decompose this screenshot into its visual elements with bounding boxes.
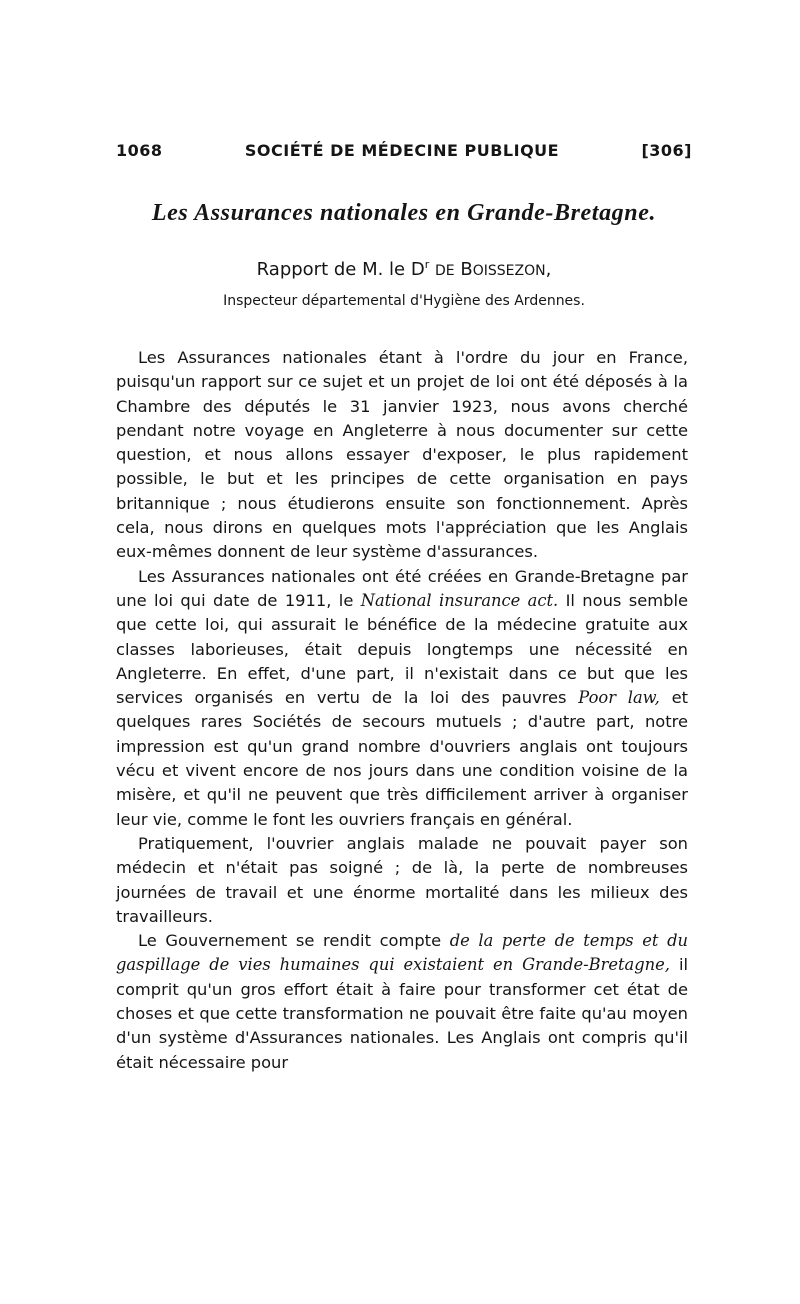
paragraph-2 bbox=[116, 565, 688, 832]
paragraph-1: Les Assurances nationales étant à l'ordre du jour en France, puisqu'un rapport sur ce sujet et un projet de loi ont été déposés à la Chambre des députés le 31 janvier 1923, nous avons cherché pendant notre voyage en Angleterre à nous documenter sur cette question, et nous allons essayer d'exposer, le plus rapidement possible, le but et les principes de cette organisation en pays britannique ; nous étudierons ensuite son fonctionnement. Après cela, nous dirons en quelques mots l'appréciation que les Anglais eux-mêmes donnent de leur système d'assurances. bbox=[116, 348, 688, 562]
article-body bbox=[116, 346, 688, 1075]
bracket-page-number: [306] bbox=[641, 141, 692, 160]
byline bbox=[116, 258, 692, 280]
paragraph-2-text-a: Les Assurances nationales ont été créées en Grande-Bretagne par une loi qui date de 1911, le bbox=[116, 566, 688, 610]
journal-title: SOCIÉTÉ DE MÉDECINE PUBLIQUE bbox=[244, 141, 560, 160]
author-particle: DE bbox=[434, 263, 455, 279]
author-rest: OISSEZON bbox=[472, 263, 546, 279]
paragraph-3: Pratiquement, l'ouvrier anglais malade ne pouvait payer son médecin et n'était pas soigné ; de là, la perte de nombreuses journées de travail et une énorme mortalité dans les milieux des travailleurs. bbox=[116, 833, 688, 926]
paragraph-4-italic-a: de la perte de temps et du gaspillage de vies humaines qui existaient en Grande-Bretagne, bbox=[116, 931, 688, 975]
paragraph-4-text-a: Le Gouvernement se rendit compte bbox=[138, 931, 450, 951]
article-title: Les Assurances nationales en Grande-Bretagne. bbox=[151, 200, 657, 226]
author-name bbox=[460, 259, 545, 280]
paragraph-2-text-b: Il nous semble que cette loi, qui assurait le bénéfice de la médecine gratuite aux classes laborieuses, était depuis longtemps une nécessité en Angleterre. En effet, d'une part, il n'existait dans ce but que les services organisés en vertu de la loi des pauvres bbox=[116, 590, 689, 708]
paragraph-4 bbox=[116, 929, 688, 1075]
byline-prefix: Rapport de M. le D bbox=[256, 259, 425, 280]
paragraph-2-text-c: et quelques rares Sociétés de secours mutuels ; d'autre part, notre impression est qu'un grand nombre d'ouvriers anglais ont toujours vécu et vivent encore de nos jours dans une condition voisine de la misère, et qu'il ne peuvent que très difficilement arriver à organiser leur vie, comme le font les ouvriers français en général. bbox=[116, 688, 688, 829]
running-header bbox=[116, 141, 692, 160]
paragraph-4-text-b: il comprit qu'un gros effort était à faire pour transformer cet état de choses et que cette transformation ne pouvait être faite qu'au moyen d'un système d'Assurances nationales. Les Anglais ont compris qu'il était nécessaire pour bbox=[116, 955, 688, 1072]
author-initial: B bbox=[460, 259, 473, 280]
paragraph-2-italic-b: Poor law, bbox=[578, 688, 660, 708]
byline-suffix: , bbox=[545, 259, 552, 280]
page-number: 1068 bbox=[116, 141, 163, 160]
author-affiliation: Inspecteur départemental d'Hygiène des Ardennes. bbox=[223, 293, 585, 309]
byline-superscript: r bbox=[424, 258, 430, 271]
paragraph-2-italic-a: National insurance act. bbox=[360, 590, 559, 610]
